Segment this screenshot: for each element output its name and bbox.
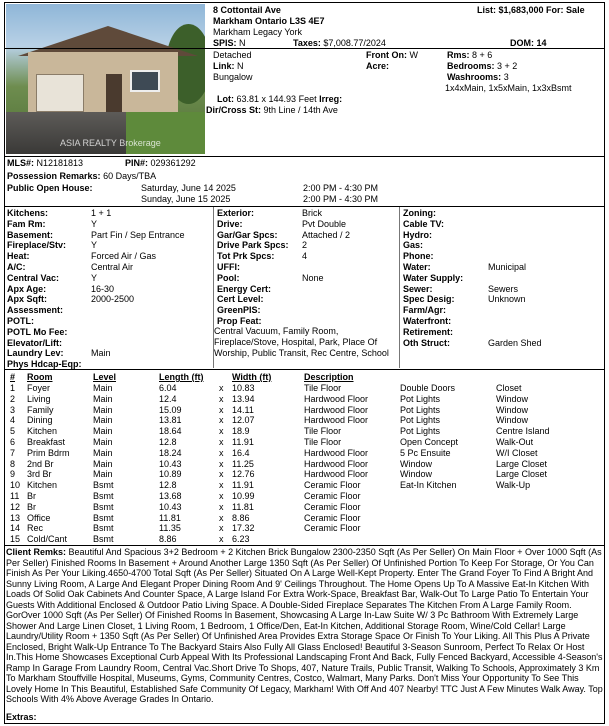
detail-label: Fam Rm: bbox=[7, 218, 46, 229]
detail-value: 2000-2500 bbox=[91, 294, 135, 305]
room-level: Bsmt bbox=[93, 534, 114, 545]
room-desc-3: Large Closet bbox=[496, 458, 548, 469]
divider bbox=[4, 545, 605, 546]
detail-label: Kitchens: bbox=[7, 208, 49, 218]
detail-label: A/C: bbox=[7, 262, 26, 272]
room-width: 12.76 bbox=[232, 469, 255, 480]
room-desc-2: 5 Pc Ensuite bbox=[400, 447, 451, 458]
room-number: 10 bbox=[10, 480, 21, 491]
room-number: 13 bbox=[10, 512, 21, 523]
room-length: 12.8 bbox=[159, 437, 177, 447]
detail-value: Forced Air / Gas bbox=[91, 251, 157, 262]
detail-value: Y bbox=[91, 272, 98, 283]
prop-feat-line-3: Worship, Public Transit, Rec Centre, School bbox=[214, 348, 389, 358]
room-desc-2: Pot Lights bbox=[400, 404, 441, 415]
rooms-header: Room bbox=[27, 372, 53, 382]
detail-label: Fireplace/Stv: bbox=[7, 240, 67, 251]
divider bbox=[4, 156, 605, 157]
room-length: 18.64 bbox=[159, 426, 182, 437]
room-desc-2: Pot Lights bbox=[400, 426, 441, 437]
room-level: Bsmt bbox=[93, 491, 114, 501]
garage-door bbox=[36, 74, 84, 112]
detail-label: Basement: bbox=[7, 229, 54, 240]
bedrooms: Bedrooms: 3 + 2 bbox=[447, 61, 518, 71]
taxes: Taxes: $7,008.77/2024 bbox=[293, 38, 386, 48]
detail-label: Water: bbox=[403, 262, 431, 272]
times-sign: x bbox=[219, 458, 224, 469]
room-desc-2: Eat-In Kitchen bbox=[400, 480, 457, 491]
detail-label: Spec Desig: bbox=[403, 294, 455, 305]
room-name: Living bbox=[27, 393, 51, 404]
style: Bungalow bbox=[213, 72, 253, 82]
room-number: 1 bbox=[10, 383, 16, 393]
room-level: Bsmt bbox=[93, 523, 114, 534]
washrooms: Washrooms: 3 bbox=[447, 72, 509, 82]
room-number: 8 bbox=[10, 458, 16, 469]
room-length: 12.8 bbox=[159, 480, 177, 491]
room-level: Main bbox=[93, 426, 113, 437]
room-length: 10.43 bbox=[159, 501, 182, 512]
room-number: 15 bbox=[10, 534, 21, 545]
room-width: 12.07 bbox=[232, 415, 255, 426]
room-desc-1: Hardwood Floor bbox=[304, 469, 369, 480]
room-desc-3: W/I Closet bbox=[496, 447, 538, 458]
room-width: 11.91 bbox=[232, 480, 254, 491]
detail-label: Farm/Agr: bbox=[403, 305, 447, 316]
detail-value: 4 bbox=[302, 251, 308, 262]
room-desc-3: Window bbox=[496, 415, 529, 426]
times-sign: x bbox=[219, 534, 224, 545]
room-width: 10.99 bbox=[232, 491, 255, 501]
dom: DOM: 14 bbox=[510, 38, 547, 48]
detail-value: Brick bbox=[302, 208, 322, 218]
room-desc-2: Pot Lights bbox=[400, 393, 441, 404]
room-desc-2: Double Doors bbox=[400, 383, 456, 393]
room-width: 11.25 bbox=[232, 458, 254, 469]
times-sign: x bbox=[219, 469, 224, 480]
room-desc-2: Pot Lights bbox=[400, 415, 441, 426]
detail-label: Hydro: bbox=[403, 229, 432, 240]
divider bbox=[4, 206, 605, 207]
room-name: Family bbox=[27, 404, 54, 415]
pin-number: PIN#: 029361292 bbox=[125, 158, 196, 168]
room-width: 14.11 bbox=[232, 404, 254, 415]
mls-number: MLS#: N12181813 bbox=[7, 158, 84, 168]
times-sign: x bbox=[219, 523, 224, 534]
open-house-time-2: 2:00 PM - 4:30 PM bbox=[303, 194, 379, 204]
lot-size: Lot: 63.81 x 144.93 Feet Irreg: bbox=[217, 94, 343, 104]
room-desc-1: Hardwood Floor bbox=[304, 447, 369, 458]
room-number: 7 bbox=[10, 447, 16, 458]
property-type: Detached bbox=[213, 50, 252, 60]
rooms-count: Rms: 8 + 6 bbox=[447, 50, 493, 60]
room-level: Main bbox=[93, 383, 113, 393]
room-desc-3: Walk-Out bbox=[496, 437, 534, 447]
divider bbox=[4, 369, 605, 370]
room-number: 14 bbox=[10, 523, 21, 534]
room-length: 12.4 bbox=[159, 393, 177, 404]
detail-label: GreenPIS: bbox=[217, 305, 261, 316]
room-level: Main bbox=[93, 415, 113, 426]
detail-label: Oth Struct: bbox=[403, 337, 450, 348]
detail-label: Tot Prk Spcs: bbox=[217, 251, 275, 262]
times-sign: x bbox=[219, 480, 224, 491]
room-level: Main bbox=[93, 393, 113, 404]
detail-label: Cert Level: bbox=[217, 294, 264, 305]
room-desc-2: Window bbox=[400, 458, 433, 469]
room-number: 11 bbox=[10, 491, 20, 501]
detail-label: Gas: bbox=[403, 240, 424, 251]
property-photo[interactable] bbox=[6, 4, 205, 154]
times-sign: x bbox=[219, 512, 224, 523]
room-desc-1: Hardwood Floor bbox=[304, 393, 369, 404]
times-sign: x bbox=[219, 426, 224, 437]
rooms-header: Width (ft) bbox=[232, 372, 272, 382]
room-length: 10.89 bbox=[159, 469, 182, 480]
detail-label: Water Supply: bbox=[403, 272, 464, 283]
room-desc-1: Hardwood Floor bbox=[304, 404, 369, 415]
detail-label: Exterior: bbox=[217, 208, 255, 218]
detail-label: Phone: bbox=[403, 251, 434, 262]
room-length: 10.43 bbox=[159, 458, 182, 469]
room-number: 4 bbox=[10, 415, 16, 426]
room-level: Main bbox=[93, 447, 113, 458]
detail-label: Cable TV: bbox=[403, 218, 445, 229]
room-length: 13.68 bbox=[159, 491, 182, 501]
room-desc-1: Tile Floor bbox=[304, 437, 342, 447]
room-level: Bsmt bbox=[93, 480, 114, 491]
extras-label: Extras: bbox=[6, 712, 37, 722]
detail-value: Central Air bbox=[91, 262, 134, 272]
open-house-date-1: Saturday, June 14 2025 bbox=[141, 183, 236, 193]
detail-value: Y bbox=[91, 218, 98, 229]
detail-label: Phys Hdcap-Eqp: bbox=[7, 359, 82, 370]
room-name: Office bbox=[27, 512, 51, 523]
room-length: 11.35 bbox=[159, 523, 181, 534]
client-remarks: Client Remks: Beautiful And Spacious 3+2 Bedroom + 2 Kitchen Brick Bungalow 2300-2350 Sqft (As Per Seller) On Main Floor + Over 1000 Sqft (As Per Seller) Finished Rooms In Basement + Around Another Large 1350 Sqft (As Per Seller) Of Unfinished Portion To Keep For Storage, Or You Can Finish As Per Your Liking.4650-4700 Total Sqft (As Per Seller) Situated On A Large Well-Kept Property. Enter The Grand Foyer To Find A Bright And Sunny Living Room, A Large And Elegant Proper Dining Room And 9' Ceilings Throughout. The Home Opens Up To A Massive Eat-In Kitchen With Loads Of Solid Oak Cabinets And Counter Space, A Large Island For Extra Work-Space, Breakfast Bar, Walk-Out To Large Patio To Entertain Your Guests With Additional Enclosed & Outdoor Patio Living Space. A Double-Sided Fireplace Separates The Kitchen From A Large Family Room. GorOver 1000 Sqft (As Per Seller) Of Finished Rooms In Basement, Showcasing A Large In-Law Suite W/ 3 Pc Bathroom With Extremely Large Shower And Large Linen Closet, 1 Living Room, 1 Bedroom, 1 Office/Den, Eat-In Kitchen, Additional Storage Room, Wine/Cold Cellar! Large Laundry/Utility Room + 1350 Sqft (As Per Seller) Of Unfinished Area Provides Extra Storage Space Or Finish To Your Liking. All This Plus A Private Enclosed, Bright Walk-Up Entrance To The Backyard Stairs Also Fully All Glass Enclosed! Beautiful 3-Season Sunroom, Perfect To Relax Or Host In.This Home Showcases Exceptional Curb Appeal With Its Professional Landscaping Front And Back, Fully Fenced Backyard, Accessible 4-Season's Ramp In Garage From Laundry Room, Central Vac.Short Drive To Shops, 407, Nature Trails, Public Transit, Walking To Schools, Approximately 3 Km To Markham Stouffville Hospital, Museums, Gyms, Community Centres, Costco, Walmart, Many Parks. Don't Miss Your Opportunity To See This Lovely Home In This Beautiful, Established Safe Community Of Legacy, Markham! With Off And 407 Nearby! TTC Just A Few Minutes Walk Away. Top Schools With 4% Above Average Grades In Ontario. bbox=[6, 547, 603, 704]
detail-value: Main bbox=[91, 348, 111, 359]
list-price: List: $1,683,000 For: Sale bbox=[477, 5, 585, 15]
column-divider bbox=[399, 207, 400, 368]
detail-value: 1 + 1 bbox=[91, 208, 112, 218]
divider bbox=[4, 48, 605, 49]
open-house-time-1: 2:00 PM - 4:30 PM bbox=[303, 183, 379, 193]
detail-label: Elevator/Lift: bbox=[7, 337, 63, 348]
community: Markham Legacy York bbox=[213, 27, 303, 37]
room-level: Main bbox=[93, 437, 113, 447]
room-name: 3rd Br bbox=[27, 469, 52, 480]
acre: Acre: bbox=[366, 61, 390, 71]
room-width: 11.91 bbox=[232, 437, 254, 447]
room-level: Main bbox=[93, 458, 113, 469]
times-sign: x bbox=[219, 447, 224, 458]
room-desc-1: Hardwood Floor bbox=[304, 458, 369, 469]
detail-label: Zoning: bbox=[403, 208, 436, 218]
detail-label: Drive Park Spcs: bbox=[217, 240, 289, 251]
detail-value: Pvt Double bbox=[302, 218, 347, 229]
room-width: 18.9 bbox=[232, 426, 250, 437]
detail-label: Retirement: bbox=[403, 326, 454, 337]
detail-label: Assessment: bbox=[7, 305, 64, 316]
room-width: 6.23 bbox=[232, 534, 250, 545]
detail-label: Apx Sqft: bbox=[7, 294, 47, 305]
room-desc-1: Hardwood Floor bbox=[304, 415, 369, 426]
photo-watermark: ASIA REALTY Brokerage bbox=[60, 138, 161, 148]
times-sign: x bbox=[219, 383, 224, 393]
link: Link: N bbox=[213, 61, 244, 71]
spis: SPIS: N bbox=[213, 38, 246, 48]
room-level: Bsmt bbox=[93, 501, 114, 512]
detail-value: Attached / 2 bbox=[302, 229, 351, 240]
room-name: Foyer bbox=[27, 383, 51, 393]
detail-label: Drive: bbox=[217, 218, 243, 229]
prop-feat-line-2: Fireplace/Stove, Hospital, Park, Place Of bbox=[214, 337, 378, 347]
detail-label: POTL: bbox=[7, 316, 34, 326]
times-sign: x bbox=[219, 501, 224, 512]
room-length: 13.81 bbox=[159, 415, 182, 426]
rooms-header: Description bbox=[304, 372, 354, 382]
room-desc-3: Window bbox=[496, 393, 529, 404]
detail-value: Part Fin / Sep Entrance bbox=[91, 229, 185, 240]
room-desc-1: Ceramic Floor bbox=[304, 512, 361, 523]
room-length: 18.24 bbox=[159, 447, 182, 458]
detail-label: Pool: bbox=[217, 272, 240, 283]
room-width: 8.86 bbox=[232, 512, 250, 523]
room-name: Cold/Cant bbox=[27, 534, 68, 545]
room-desc-3: Window bbox=[496, 404, 529, 415]
room-length: 6.04 bbox=[159, 383, 177, 393]
detail-value: 16-30 bbox=[91, 283, 115, 294]
detail-value: 2 bbox=[302, 240, 308, 251]
room-desc-1: Ceramic Floor bbox=[304, 523, 361, 534]
prop-feat-line-1: Central Vacuum, Family Room, bbox=[214, 326, 339, 336]
rooms-header: Level bbox=[93, 372, 117, 382]
possession-remarks: Possession Remarks: 60 Days/TBA bbox=[7, 171, 157, 181]
detail-value: Unknown bbox=[488, 294, 526, 305]
room-width: 10.83 bbox=[232, 383, 255, 393]
detail-value: Sewers bbox=[488, 283, 519, 294]
room-number: 9 bbox=[10, 469, 16, 480]
open-house-date-2: Sunday, June 15 2025 bbox=[141, 194, 231, 204]
detail-value: None bbox=[302, 272, 324, 283]
address: 8 Cottontail Ave bbox=[213, 5, 281, 15]
detail-label: Prop Feat: bbox=[217, 316, 262, 326]
room-name: Br bbox=[27, 491, 36, 501]
room-level: Main bbox=[93, 404, 113, 415]
detail-value: Garden Shed bbox=[488, 337, 542, 348]
room-number: 6 bbox=[10, 437, 16, 447]
open-house-label: Public Open House: bbox=[7, 183, 93, 193]
detail-value: Y bbox=[91, 240, 98, 251]
room-number: 5 bbox=[10, 426, 16, 437]
room-level: Main bbox=[93, 469, 113, 480]
detail-value: Municipal bbox=[488, 262, 527, 272]
room-width: 11.81 bbox=[232, 501, 254, 512]
detail-label: POTL Mo Fee: bbox=[7, 326, 68, 337]
room-width: 16.4 bbox=[232, 447, 250, 458]
client-remarks-text: Beautiful And Spacious 3+2 Bedroom + 2 Kitchen Brick Bungalow 2300-2350 Sqft (As Per Seller) On Main Floor + Over 1000 Sqft (As Per Seller) Finished Rooms In Basement + Around Another Large 1350 Sqft (As Per Seller) Of Unfinished Portion To Keep For Storage, Or You Can Finish As Per Your Liking.4650-4700 Total Sqft (As Per Seller) Situated On A Large Well-Kept Property. Enter The Grand Foyer To Find A Bright And Sunny Living Room, A Large And Elegant Proper Dining Room And 9' Ceilings Throughout. The Home Opens Up To A Massive Eat-In Kitchen With Loads Of Solid Oak Cabinets And Counter Space, A Large Island For Extra Work-Space, Breakfast Bar, Walk-Out To Large Patio To Entertain Your Guests With Additional Enclosed & Outdoor Patio Living Space. A Double-Sided Fireplace Separates The Kitchen From A Large Family Room. GorOver 1000 Sqft (As Per Seller) Of Finished Rooms In Basement, Showcasing A Large In-Law Suite W/ 3 Pc Bathroom With Extremely Large Shower And Large Linen Closet, 1 Living Room, 1 Bedroom, 1 Office/Den, Eat-In Kitchen, Additional Storage Room, Wine/Cold Cellar! Large Laundry/Utility Room + 1350 Sqft (As Per Seller) Of Unfinished Area Provides Extra Storage Space Or Finish To Your Liking. All This Plus A Private Enclosed, Bright Walk-Up Entrance To The Backyard Stairs Also Fully All Glass Enclosed! Beautiful 3-Season Sunroom, Perfect To Relax Or Host In.This Home Showcases Exceptional Curb Appeal With Its Professional Landscaping Front And Back, Fully Fenced Backyard, Accessible 4-Season's Ramp In Garage From Laundry Room, Central Vac.Short Drive To Shops, 407, Nature Trails, Public Transit, Walking To Schools, Approximately 3 Km To Markham Stouffville Hospital, Museums, Gyms, Community Centres, Costco, Walmart, Many Parks. Don't Miss Your Opportunity To See This Lovely Home In This Beautiful, Established Safe Community Of Legacy, Markham! With Off And 407 Nearby! TTC Just A Few Minutes Walk Away. Top Schools With 4% Above Average Grades In Ontario. bbox=[6, 547, 603, 704]
room-width: 13.94 bbox=[232, 393, 255, 404]
room-number: 2 bbox=[10, 393, 16, 404]
times-sign: x bbox=[219, 404, 224, 415]
detail-label: Gar/Gar Spcs: bbox=[217, 229, 278, 240]
room-level: Bsmt bbox=[93, 512, 114, 523]
room-desc-3: Walk-Up bbox=[496, 480, 531, 491]
room-number: 3 bbox=[10, 404, 16, 415]
room-name: Dining bbox=[27, 415, 53, 426]
detail-label: Heat: bbox=[7, 251, 30, 262]
room-name: Kitchen bbox=[27, 426, 58, 437]
room-width: 17.32 bbox=[232, 523, 255, 534]
room-length: 8.86 bbox=[159, 534, 177, 545]
detail-label: Central Vac: bbox=[7, 272, 60, 283]
times-sign: x bbox=[219, 415, 224, 426]
detail-label: Sewer: bbox=[403, 283, 433, 294]
room-desc-3: Large Closet bbox=[496, 469, 548, 480]
room-name: 2nd Br bbox=[27, 458, 54, 469]
room-name: Rec bbox=[27, 523, 44, 534]
room-name: Breakfast bbox=[27, 437, 66, 447]
room-name: Br bbox=[27, 501, 36, 512]
room-desc-3: Closet bbox=[496, 383, 522, 393]
room-desc-2: Window bbox=[400, 469, 433, 480]
room-desc-1: Ceramic Floor bbox=[304, 501, 361, 512]
rooms-header: # bbox=[10, 372, 16, 382]
detail-label: UFFI: bbox=[217, 262, 240, 272]
front-window bbox=[130, 70, 160, 92]
front-door bbox=[106, 74, 122, 112]
detail-label: Energy Cert: bbox=[217, 283, 272, 294]
rooms-header: Length (ft) bbox=[159, 372, 204, 382]
detail-label: Apx Age: bbox=[7, 283, 47, 294]
room-desc-1: Tile Floor bbox=[304, 383, 342, 393]
dir-cross-street: Dir/Cross St: 9th Line / 14th Ave bbox=[206, 105, 338, 115]
room-desc-3: Centre Island bbox=[496, 426, 550, 437]
room-desc-1: Ceramic Floor bbox=[304, 480, 361, 491]
times-sign: x bbox=[219, 393, 224, 404]
front-on: Front On: W bbox=[366, 50, 419, 60]
room-length: 15.09 bbox=[159, 404, 182, 415]
room-number: 12 bbox=[10, 501, 21, 512]
room-length: 11.81 bbox=[159, 512, 181, 523]
room-desc-1: Ceramic Floor bbox=[304, 491, 361, 501]
room-desc-2: Open Concept bbox=[400, 437, 459, 447]
room-name: Prim Bdrm bbox=[27, 447, 70, 458]
city: Markham Ontario L3S 4E7 bbox=[213, 16, 325, 26]
times-sign: x bbox=[219, 437, 224, 447]
room-name: Kitchen bbox=[27, 480, 58, 491]
detail-label: Waterfront: bbox=[403, 316, 452, 326]
room-desc-1: Tile Floor bbox=[304, 426, 342, 437]
washroom-detail: 1x4xMain, 1x5xMain, 1x3xBsmt bbox=[445, 83, 572, 93]
times-sign: x bbox=[219, 491, 224, 501]
detail-label: Laundry Lev: bbox=[7, 348, 64, 359]
